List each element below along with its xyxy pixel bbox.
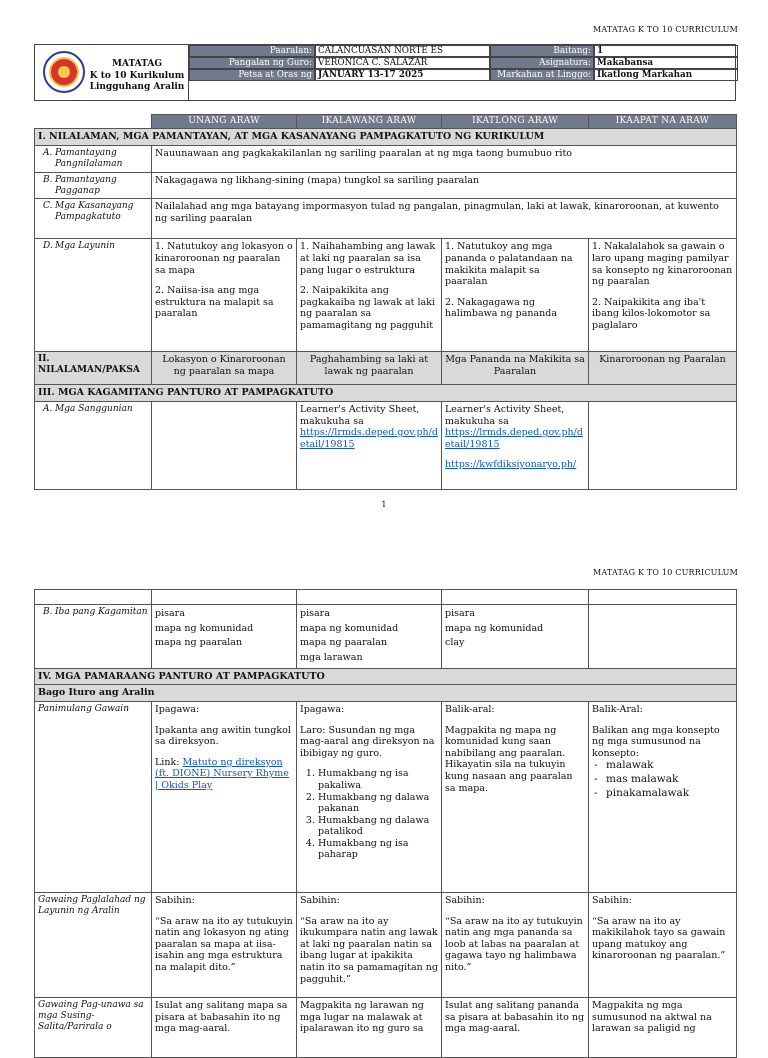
deped-seal-icon: [43, 51, 85, 93]
curriculum-label: MATATAG K TO 10 CURRICULUM: [592, 568, 738, 577]
vocabulary-day-3: Isulat ang salitang pananda sa pisara at babasahin ito ng mga mag-aaral.: [442, 998, 589, 1058]
day-1-header: UNANG ARAW: [152, 115, 297, 129]
competencies-label: C. Mga Kasanayang Pampagkatuto: [35, 199, 152, 239]
section-3-title: III. MGA KAGAMITANG PANTURO AT PAMPAGKATUTO: [35, 385, 737, 402]
topic-day-3: Mga Pananda na Makikita sa Paaralan: [442, 352, 589, 385]
curriculum-label: MATATAG K TO 10 CURRICULUM: [592, 25, 738, 34]
section-1-title: I. NILALAMAN, MGA PAMANTAYAN, AT MGA KASANAYANG PAMPAGKATUTO NG KURIKULUM: [35, 128, 737, 145]
competencies-text: Nailalahad ang mga batayang impormasyon tulad ng pangalan, pinagmulan, laki at lawak, kinaroroonan, at kuwento ng sariling paaralan: [152, 199, 737, 239]
opening-day-2: Ipagawa: Laro: Susundan ng mga mag-aaral ang direksyon na ibibigay ng guro. 1. Humakbang ng isa pakaliwa 2. Humakbang ng dalawa pakanan 3. Humakbang ng dalawa patalikod 4. Humakbang ng isa paharap: [297, 702, 442, 893]
vocabulary-activity-label: Gawaing Pag-unawa sa mga Susing-Salita/Parirala o: [35, 998, 152, 1058]
lesson-plan-table-continued: [34, 589, 737, 1058]
objectives-day-2: 1. Naihahambing ang lawak at laki ng paaralan sa isa pang lugar o estruktura 2. Naipakikita ang pagkakaiba ng lawak at laki ng paaralan sa pamamagitang ng pagguhit: [297, 239, 442, 352]
performance-standard-text: Nakagagawa ng likhang-sining (mapa) tungkol sa sariling paaralan: [152, 172, 737, 199]
vocabulary-day-2: Magpakita ng larawan ng mga lugar na malawak at ipalarawan ito ng guro sa: [297, 998, 442, 1058]
objective-day-1: Sabihin: “Sa araw na ito ay tutukuyin natin ang lokasyon ng ating paaralan sa mapa at iisa-isahin ang mga estruktura na malapit dito.”: [152, 893, 297, 998]
references-label: A. Mga Sanggunian: [35, 402, 152, 490]
materials-day-4: [589, 605, 737, 669]
section-2-title: II. NILALAMAN/PAKSA: [35, 352, 152, 385]
header-title: MATATAG K to 10 Kurikulum Lingguhang Aralin: [89, 59, 185, 93]
page-1: [0, 0, 768, 512]
objective-activity-label: Gawaing Paglalahad ng Layunin ng Aralin: [35, 893, 152, 998]
section-4-subtitle: Bago Ituro ang Aralin: [35, 685, 737, 702]
materials-day-2: pisara mapa ng komunidad mapa ng paaralan mga larawan: [297, 605, 442, 669]
direction-steps: 1. Humakbang ng isa pakaliwa 2. Humakbang ng dalawa pakanan 3. Humakbang ng dalawa patalikod 4. Humakbang ng isa paharap: [300, 768, 438, 861]
lrmds-link[interactable]: https://lrmds.deped.gov.ph/detail/19815: [445, 427, 583, 450]
materials-day-1: pisara mapa ng komunidad mapa ng paaralan: [152, 605, 297, 669]
header-block: [34, 44, 736, 101]
header-row-teacher: Pangalan ng Guro: VERONICA C. SALAZAR Asignatura: Makabansa: [189, 57, 738, 69]
lesson-plan-table: [34, 114, 737, 490]
references-day-2: Learner's Activity Sheet, makukuha sa https://lrmds.deped.gov.ph/detail/19815: [297, 402, 442, 490]
opening-activity-label: Panimulang Gawain: [35, 702, 152, 893]
day-2-header: IKALAWANG ARAW: [297, 115, 442, 129]
kwf-dictionary-link[interactable]: https://kwfdiksiyonaryo.ph/: [445, 459, 577, 471]
objectives-label: D. Mga Layunin: [35, 239, 152, 352]
topic-day-1: Lokasyon o Kinaroroonan ng paaralan sa mapa: [152, 352, 297, 385]
objectives-day-1: 1. Natutukoy ang lokasyon o kinaroroonan ng paaralan sa mapa 2. Naiisa-isa ang mga estruktura na malapit sa paaralan: [152, 239, 297, 352]
vocabulary-day-4: Magpakita ng mga sumusunod na aktwal na larawan sa paligid ng: [589, 998, 737, 1058]
header-row-school: Paaralan: CALANCUASAN NORTE ES Baitang: 1: [189, 45, 738, 57]
header-info-grid: [188, 45, 737, 100]
opening-day-4: Balik-Aral: Balikan ang mga konsepto ng mga sumusunod na konsepto: - malawak - mas malawak - pinakamalawak: [589, 702, 737, 893]
objectives-day-4: 1. Nakalalahok sa gawain o laro upang maging pamilyar sa konsepto ng kinaroroonan ng paaralan 2. Naipakikita ang iba't ibang kilos-lokomotor sa paglalaro: [589, 239, 737, 352]
day-3-header: IKATLONG ARAW: [442, 115, 589, 129]
topic-day-2: Paghahambing sa laki at lawak ng paaralan: [297, 352, 442, 385]
objectives-day-3: 1. Natutukoy ang mga pananda o palatandaan na makikita malapit sa paaralan 2. Nakagagawa ng halimbawa ng pananda: [442, 239, 589, 352]
references-day-4: [589, 402, 737, 490]
page-2: [0, 560, 768, 1035]
song-video-link[interactable]: Matuto ng direksyon (ft. DIONE) Nursery Rhyme | Okids Play: [155, 756, 289, 791]
references-day-3: Learner's Activity Sheet, makukuha sa https://lrmds.deped.gov.ph/detail/19815 https://kwfdiksiyonaryo.ph/: [442, 402, 589, 490]
day-4-header: IKAAPAT NA ARAW: [589, 115, 737, 129]
opening-day-3: Balik-aral: Magpakita ng mapa ng komunidad kung saan nabibilang ang paaralan. Hikayatin sila na tukuyin kung nasaan ang paaralan sa mapa.: [442, 702, 589, 893]
references-day-1: [152, 402, 297, 490]
content-standard-label: A. Pamantayang Pangnilalaman: [35, 145, 152, 172]
other-materials-label: B. Iba pang Kagamitan: [35, 605, 152, 669]
materials-day-3: pisara mapa ng komunidad clay: [442, 605, 589, 669]
page-number: 1: [381, 500, 387, 510]
concept-list: - malawak - mas malawak - pinakamalawak: [592, 759, 733, 800]
performance-standard-label: B. Pamantayang Pagganap: [35, 172, 152, 199]
opening-day-1: Ipagawa: Ipakanta ang awitin tungkol sa direksyon. Link: Matuto ng direksyon (ft. DIONE) Nursery Rhyme | Okids Play: [152, 702, 297, 893]
lrmds-link[interactable]: https://lrmds.deped.gov.ph/detail/19815: [300, 427, 438, 450]
objective-day-2: Sabihin: “Sa araw na ito ay ikukumpara natin ang lawak at laki ng paaralan natin sa ibang lugar at ipakikita natin ito sa pamamagitan ng pagguhit.”: [297, 893, 442, 998]
section-4-title: IV. MGA PAMARAANG PANTURO AT PAMPAGKATUTO: [35, 668, 737, 685]
content-standard-text: Nauunawaan ang pagkakakilanlan ng sariling paaralan at ng mga taong bumubuo rito: [152, 145, 737, 172]
vocabulary-day-1: Isulat ang salitang mapa sa pisara at babasahin ito ng mga mag-aaral.: [152, 998, 297, 1058]
topic-day-4: Kinaroroonan ng Paaralan: [589, 352, 737, 385]
header-row-date: Petsa at Oras ng Pagtuturo: JANUARY 13-17 2025 Markahan at Linggo: Ikatlong Markahan: [189, 69, 738, 81]
objective-day-3: Sabihin: “Sa araw na ito ay tutukuyin natin ang mga pananda sa loob at labas na paaralan at gagawa tayo ng halimbawa nito.”: [442, 893, 589, 998]
objective-day-4: Sabihin: “Sa araw na ito ay makikilahok tayo sa gawain upang matukoy ang kinaroroonan ng paaralan.”: [589, 893, 737, 998]
